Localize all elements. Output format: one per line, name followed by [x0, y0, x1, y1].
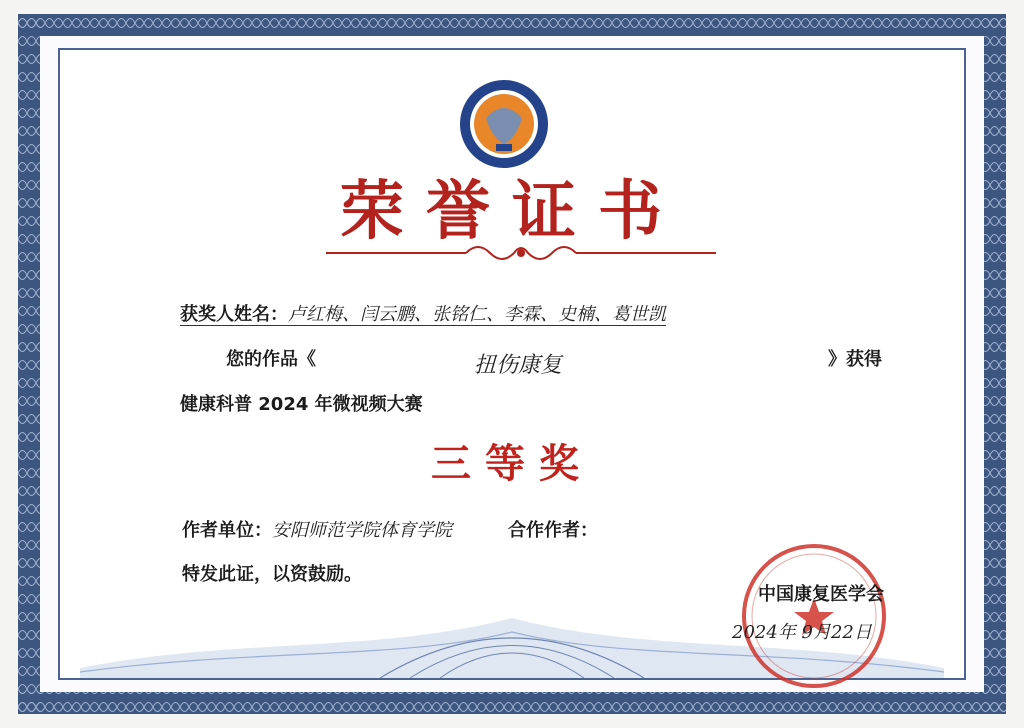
- author-unit-line: [182, 516, 452, 542]
- closing-statement: 特发此证，以资鼓励。: [182, 564, 362, 585]
- recipients-label: 获奖人姓名：: [180, 304, 288, 325]
- official-seal: [738, 540, 890, 692]
- certificate-title: 荣誉证书: [340, 174, 684, 249]
- work-prefix: 您的作品《: [226, 349, 316, 370]
- work-suffix: 》获得: [828, 349, 882, 370]
- award-level: 三等奖: [431, 440, 593, 487]
- issuer-name: 中国康复医学会: [758, 584, 884, 605]
- work-name: 扭伤康复: [474, 353, 563, 378]
- issue-date: 2024年 9月22日: [732, 622, 872, 643]
- recipients-line: [180, 300, 666, 326]
- title-ornament-divider: [326, 240, 716, 266]
- competition-name: 健康科普 2024 年微视频大赛: [180, 394, 423, 415]
- author-unit-label: 作者单位：: [182, 520, 272, 541]
- association-logo: [458, 78, 550, 170]
- author-unit-value: 安阳师范学院体育学院: [272, 520, 452, 541]
- coauthor-label: 合作作者：: [508, 520, 598, 541]
- recipients-names: 卢红梅、闫云鹏、张铭仁、李霖、史楠、葛世凯: [288, 304, 666, 325]
